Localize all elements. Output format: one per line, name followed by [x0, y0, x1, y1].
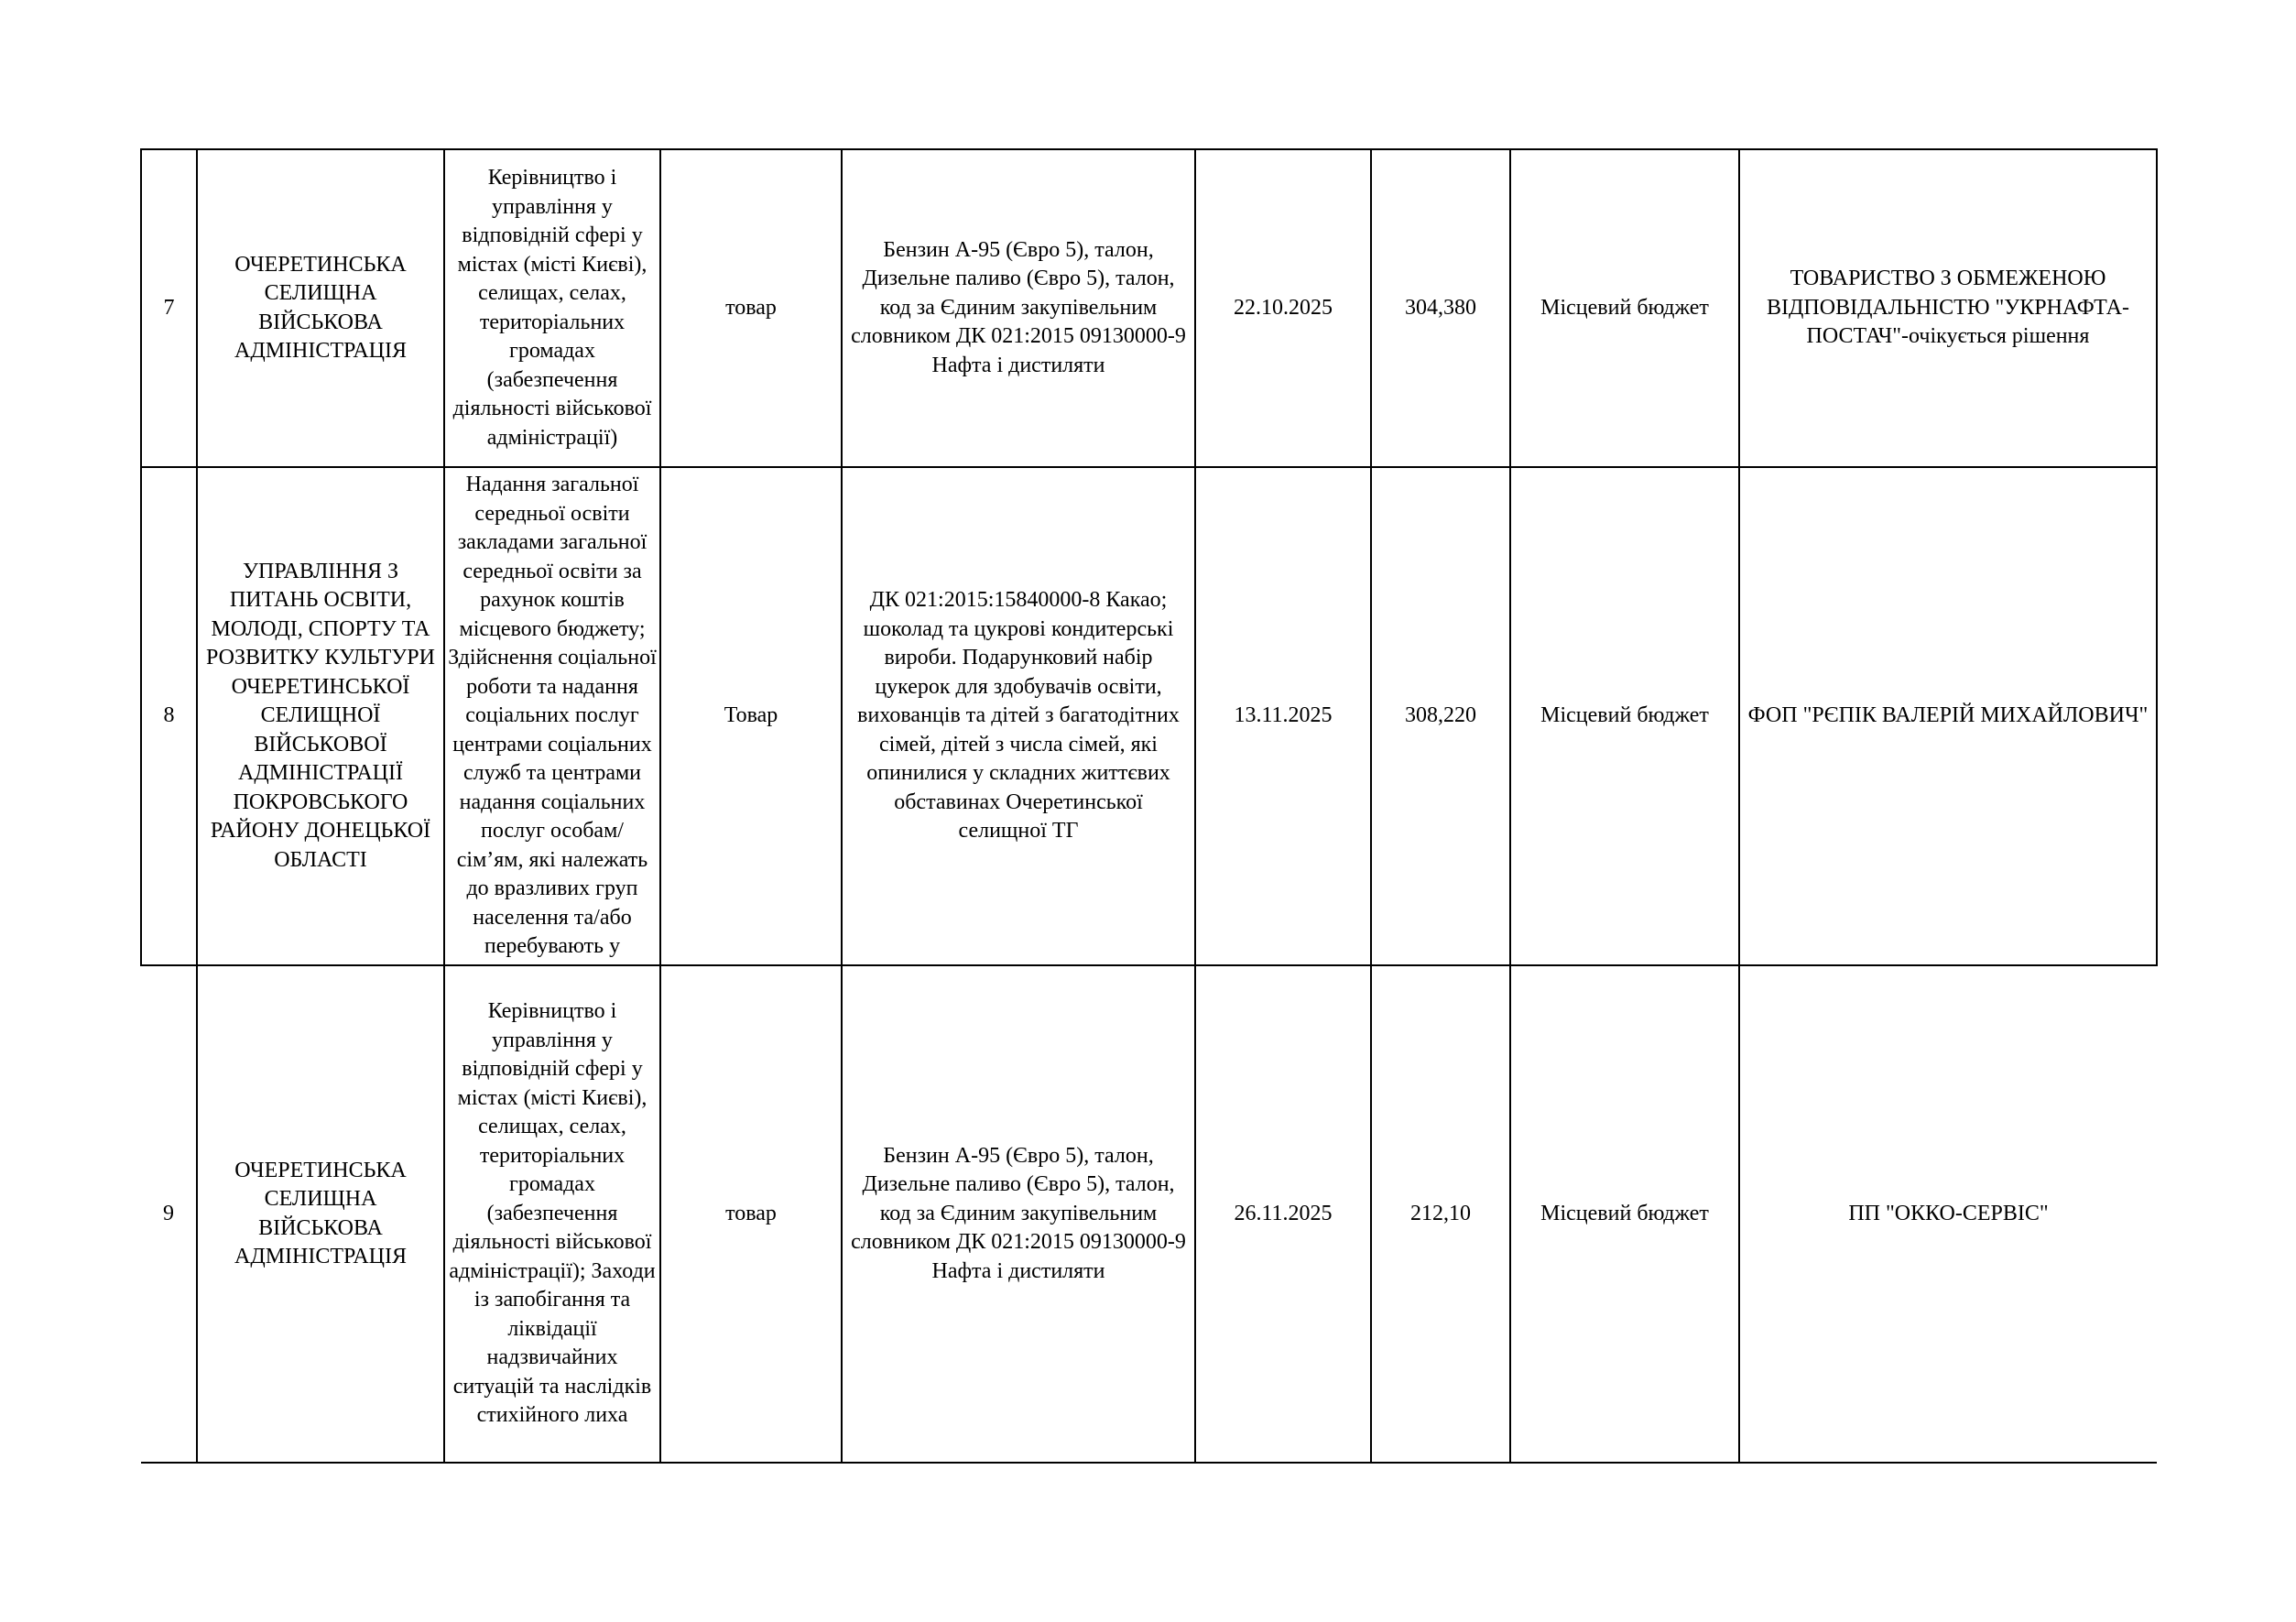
date-cell: 13.11.2025: [1195, 467, 1371, 965]
supplier-cell: ПП "ОККО-СЕРВІС": [1739, 965, 2157, 1463]
procurement-subject-cell: Бензин А-95 (Євро 5), талон, Дизельне паливо (Євро 5), талон, код за Єдиним закупівельним словником ДК 021:2015 09130000-9 Нафта і дистиляти: [842, 965, 1195, 1463]
row-number: 7: [141, 149, 197, 467]
activity-cell: [444, 149, 660, 467]
item-type-cell: товар: [660, 149, 842, 467]
row-number: 9: [141, 965, 197, 1463]
funding-source-cell: Місцевий бюджет: [1510, 149, 1739, 467]
item-type-cell: Товар: [660, 467, 842, 965]
row-number: 8: [141, 467, 197, 965]
amount-cell: 308,220: [1371, 467, 1510, 965]
customer-cell: ОЧЕРЕТИНСЬКА СЕЛИЩНА ВІЙСЬКОВА АДМІНІСТРАЦІЯ: [197, 965, 444, 1463]
procurement-subject-cell: Бензин А-95 (Євро 5), талон, Дизельне паливо (Євро 5), талон, код за Єдиним закупівельним словником ДК 021:2015 09130000-9 Нафта і дистиляти: [842, 149, 1195, 467]
activity-cell: [444, 467, 660, 965]
activity-cell: [444, 965, 660, 1463]
supplier-cell: ТОВАРИСТВО З ОБМЕЖЕНОЮ ВІДПОВІДАЛЬНІСТЮ "УКРНАФТА-ПОСТАЧ"-очікується рішення: [1739, 149, 2157, 467]
amount-cell: 304,380: [1371, 149, 1510, 467]
customer-cell: ОЧЕРЕТИНСЬКА СЕЛИЩНА ВІЙСЬКОВА АДМІНІСТРАЦІЯ: [197, 149, 444, 467]
funding-source-cell: Місцевий бюджет: [1510, 467, 1739, 965]
activity-text: Керівництво і управління у відповідній сфері у містах (місті Києві), селищах, селах, територіальних громадах (забезпечення діяльності військової адміністрації); Заходи із запобігання та ліквідації надзвичайних ситуацій та наслідків стихійного лиха: [449, 999, 656, 1428]
procurement-subject-cell: ДК 021:2015:15840000-8 Какао; шоколад та цукрові кондитерські вироби. Подарунковий набір цукерок для здобувачів освіти, вихованців та дітей з багатодітних сімей, дітей з числа сімей, які опинилися у складних життєвих обставинах Очеретинської селищної ТГ: [842, 467, 1195, 965]
activity-text: Керівництво і управління у відповідній сфері у містах (місті Києві), селищах, селах, територіальних громадах (забезпечення діяльності військової адміністрації): [452, 166, 652, 450]
date-cell: 22.10.2025: [1195, 149, 1371, 467]
customer-cell: УПРАВЛІННЯ З ПИТАНЬ ОСВІТИ, МОЛОДІ, СПОРТУ ТА РОЗВИТКУ КУЛЬТУРИ ОЧЕРЕТИНСЬКОЇ СЕЛИЩНОЇ ВІЙСЬКОВОЇ АДМІНІСТРАЦІЇ ПОКРОВСЬКОГО РАЙОНУ ДОНЕЦЬКОЇ ОБЛАСТІ: [197, 467, 444, 965]
item-type-cell: товар: [660, 965, 842, 1463]
supplier-cell: ФОП "РЄПІК ВАЛЕРІЙ МИХАЙЛОВИЧ": [1739, 467, 2157, 965]
funding-source-cell: Місцевий бюджет: [1510, 965, 1739, 1463]
table-row: [141, 149, 2157, 467]
table-row: [141, 965, 2157, 1463]
activity-text: Надання загальної середньої освіти закладами загальної середньої освіти за рахунок коштів місцевого бюджету; Здійснення соціальної роботи та надання соціальних послуг центрами соціальних служб та центрами надання соціальних послуг особам/сім’ям, які належать до вразливих груп населення та/або перебувають у: [448, 473, 657, 959]
procurement-table: [140, 148, 2158, 1464]
date-cell: 26.11.2025: [1195, 965, 1371, 1463]
table-row: [141, 467, 2157, 965]
amount-cell: 212,10: [1371, 965, 1510, 1463]
